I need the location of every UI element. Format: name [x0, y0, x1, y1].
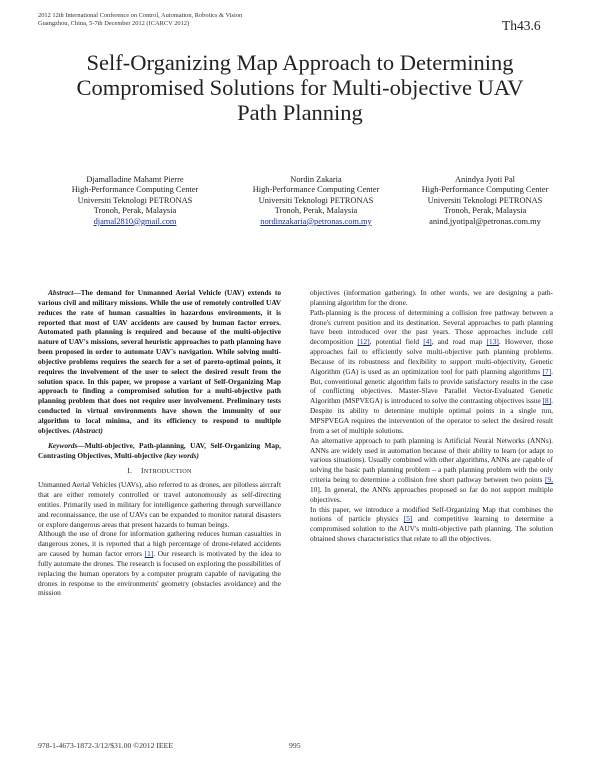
intro-paragraph-3: objectives (information gathering). In other words, we are designing a path-planning algorithm for the drone. — [310, 288, 553, 307]
text-run: In this paper, we introduce a modified Self-Organizing Map that combines the notions of particle physics — [310, 504, 553, 524]
text-run: . But, conventional genetic algorithm fails to provide satisfactory results in the case of conflicting objectives. Master-Slave Parallel Vector-Evaluated Genetic Algorithm (MSPVEGA) is introduced to solve the contrasting objectives issue — [310, 366, 553, 406]
keywords — [38, 441, 281, 461]
citation-link[interactable]: [8] — [542, 396, 552, 406]
text-run: Although the use of drone for information gathering reduces human casualties in dangerous zones, it is reported that a high percentage of drone-related accidents are caused by human factor errors — [38, 529, 281, 559]
author-name: Djamalladine Mahamt Pierre — [86, 175, 184, 184]
text-run: . Despite its ability to determine multiple optimal points in a single run, MPSPVEGA requires the intervention of the operator to select the desired result from a set of multiple solutions. — [310, 396, 553, 435]
author-email: anind.jyotipal@petronas.com.my — [429, 216, 541, 226]
intro-paragraph-2 — [38, 529, 281, 598]
author-university: Universiti Teknologi PETRONAS — [258, 195, 374, 205]
title-line-3: Path Planning — [237, 100, 363, 125]
conference-line-2: Guangzhou, China, 5-7th December 2012 (ICARCV 2012) — [38, 20, 190, 27]
intro-paragraph-4 — [310, 308, 553, 436]
conference-line-1: 2012 12th International Conference on Control, Automation, Robotics & Vision — [38, 12, 243, 19]
title-line-1: Self-Organizing Map Approach to Determining — [86, 50, 514, 75]
citation-link[interactable]: [7] — [542, 366, 552, 376]
intro-paragraph-1: Unmanned Aerial Vehicles (UAVs), also referred to as drones, are pilotless aircraft that are either remotely controlled or travel autonomously as self-directing entities. Primarily used in military for intelligence gathering through surveillance and reconnaissance, the use of UAVs can be expanded to monitor natural disasters or explore dangerous areas that present hazards to human beings. — [38, 480, 281, 529]
section-title-rest: NTRODUCTION — [143, 468, 192, 476]
page-number: 995 — [289, 741, 301, 750]
citation-link[interactable]: [13] — [486, 337, 499, 347]
text-run: Path-planning is the process of determining a collision free pathway between a drone's current position and its destination. Several approaches to path planning have been introduced over the past years. Those approaches include cell decomposition — [310, 307, 553, 347]
author-block-3 — [405, 175, 565, 227]
author-affiliation: High-Performance Computing Center — [71, 185, 199, 195]
intro-paragraph-5 — [310, 436, 553, 505]
paper-title — [40, 50, 560, 125]
intro-paragraph-6 — [310, 505, 553, 544]
author-email-link[interactable]: nordinzakaria@petronas.com.my — [260, 216, 372, 226]
citation-link[interactable]: [12] — [357, 337, 370, 347]
author-affiliation: High-Performance Computing Center — [252, 185, 380, 195]
citation-link[interactable]: [5] — [403, 514, 413, 524]
author-location: Tronoh, Perak, Malaysia — [93, 206, 177, 216]
left-column — [38, 288, 281, 598]
author-block-2 — [236, 175, 396, 227]
conference-header — [38, 12, 242, 28]
author-affiliation: High-Performance Computing Center — [421, 185, 549, 195]
text-run: An alternative approach to path planning is Artificial Neural Networks (ANNs). ANNs are widely used in automation because of their ability to learn (or adapt to various situations). Usually combined with other algorithms, ANNs are capable of solving the basic path planning problem – a path planning problem with the only criteria being to determine a collision free short pathway between two points — [310, 435, 553, 485]
author-location: Tronoh, Perak, Malaysia — [443, 206, 527, 216]
copyright-notice: 978-1-4673-1872-3/12/$31.00 ©2012 IEEE — [38, 741, 174, 750]
section-heading-introduction — [38, 466, 281, 477]
session-code: Th43.6 — [502, 18, 541, 33]
citation-link[interactable]: [4] — [423, 337, 432, 347]
author-block-1 — [55, 175, 215, 227]
abstract-label: Abstract — [48, 288, 74, 297]
text-run: . Our research is motivated by the idea to fully automate the drones. The research is focused on exploring the possibilities of replacing the human operators by a computer program capable of navigating the drones in response to the environments' geometry (obstacles avoidance) and the mission — [38, 549, 281, 598]
text-run: , potential field — [369, 337, 424, 347]
author-location: Tronoh, Perak, Malaysia — [274, 206, 358, 216]
author-email-link[interactable]: djamal2810@gmail.com — [93, 216, 177, 226]
author-university: Universiti Teknologi PETRONAS — [77, 195, 193, 205]
citation-link[interactable]: [9, — [545, 475, 553, 485]
author-name: Nordin Zakaria — [290, 175, 342, 184]
abstract-tag: (Abstract) — [72, 425, 103, 435]
text-run: and competitive learning to determine a compromised solution to the AUV's multi-objective path planning. The solution obtained shows characteristics that relate to all the objectives. — [310, 514, 553, 544]
citation-link[interactable]: [1] — [144, 549, 154, 559]
section-number: I. — [127, 466, 133, 476]
title-line-2: Compromised Solutions for Multi-objective UAV — [76, 75, 524, 100]
text-run: . However, those approaches fail to efficiently solve multi-objective path planning problems. Because of its robustness and flexibility to support multi-objectivity, Genetic Algorithm (GA) is used as an optimization tool for path planning algorithms — [310, 337, 554, 376]
keywords-text: —Multi-objective, Path-planning, UAV, Self-Organizing Map, Contrasting Objectives, Multi-objective — [38, 440, 281, 460]
author-university: Universiti Teknologi PETRONAS — [427, 195, 543, 205]
keywords-label: Keywords — [48, 440, 78, 450]
abstract-text: —The demand for Unmanned Aerial Vehicle (UAV) extends to various civil and military missions. While the use of remotely controlled UAV reduces the rate of human casualties in hazardous environments, it is reported that most of UAV accidents are caused by human factor errors. Automated path planning is required and because of the multi-objective nature of UAV's missions, several heuristic approaches to path planning have been proposed in order to automate UAV's navigation. While solving multi-objective problems requires the search for a set of pareto-optimal points, it requires the involvement of the user to select the desired result from the solution space. In this paper, we propose a variant of Self-Organizing Map approach to finding a compromised solution for a multi-objective path planning problem that does not require user involvement. Preliminary tests conducted in virtual environments have shown the immunity of our algorithm to local minima, and its efficiency to respond to multiple objectives. — [38, 288, 281, 435]
text-run: , and road map — [431, 337, 487, 347]
section-initial: I — [140, 466, 144, 476]
author-name: Anindya Jyoti Pal — [454, 175, 516, 184]
keywords-tag: (key words) — [164, 450, 199, 460]
right-column — [310, 288, 553, 544]
abstract — [38, 288, 281, 436]
text-run: 10]. In general, the ANNs approaches proposed so far do not support multiple objectives. — [310, 484, 553, 504]
